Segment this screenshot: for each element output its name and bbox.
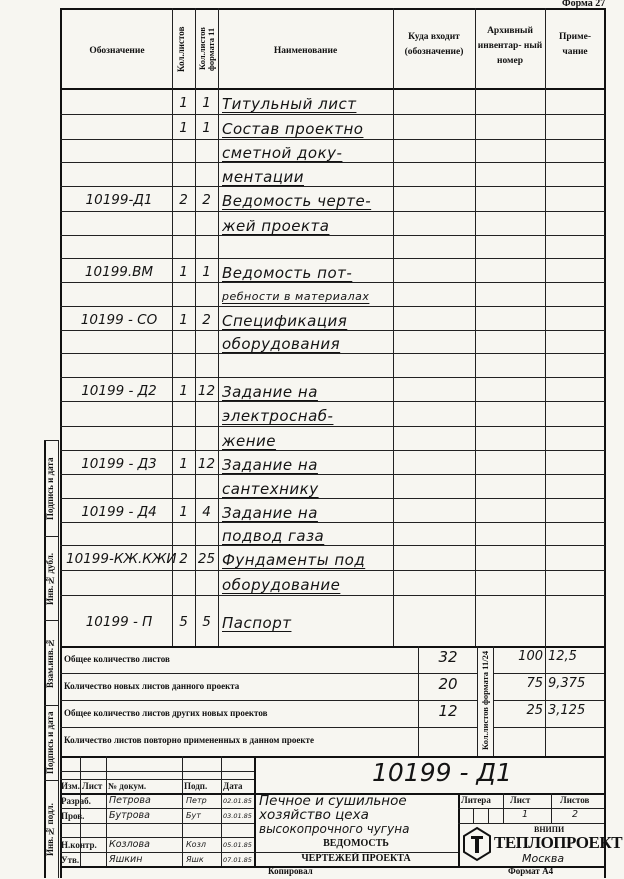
role-signature: Козл: [186, 840, 206, 849]
summary-value: 12: [438, 702, 458, 720]
row-sheets-11: 5: [202, 614, 211, 630]
row-designation: 10199.ВМ: [84, 264, 154, 280]
row-sheets: [172, 332, 195, 355]
summary-value-fmt24: 12,5: [548, 649, 577, 664]
row-sheets: 1: [179, 312, 188, 328]
row-designation: [66, 237, 172, 260]
org-name: ТЕПЛОПРОЕКТ: [494, 833, 623, 852]
row-sheets: [172, 141, 195, 164]
row-designation: 10199 - Д4: [81, 504, 157, 520]
row-name: Ведомость черте-: [222, 192, 372, 210]
row-name: сантехнику: [222, 480, 319, 498]
row-sheets-11: [195, 524, 218, 547]
row-sheets-11: 12: [197, 456, 216, 472]
row-name: оборудование: [222, 576, 341, 594]
object-name-line-3: высокопрочного чугуна: [259, 822, 410, 836]
row-sheets: 1: [179, 383, 188, 399]
row-sheets-11: [195, 332, 218, 355]
side-stamp-inner-border: [58, 440, 59, 878]
frame-top: [60, 8, 606, 10]
sheet-title-line-2: ЧЕРТЕЖЕЙ ПРОЕКТА: [301, 853, 411, 864]
row-sheets-11: 2: [202, 192, 211, 208]
role-name: Петрова: [109, 795, 151, 806]
row-name: оборудования: [222, 335, 341, 353]
org-city: Москва: [522, 852, 565, 865]
summary-value-fmt11: 75: [526, 676, 543, 691]
row-sheets-11: [195, 355, 218, 379]
side-stamp-sign-date-2: Подпись и дата: [45, 711, 55, 775]
row-sheets-11: [195, 213, 218, 237]
header-designation: Обозначение: [89, 46, 145, 56]
header-notes: Приме- чание: [559, 32, 591, 57]
title-col-label: Лист: [82, 781, 103, 791]
summary-label: Количество листов повторно примененных в данном проекте: [64, 735, 314, 745]
row-designation: [66, 572, 172, 597]
org-logo-icon: [462, 826, 492, 862]
row-sheets: 1: [179, 120, 188, 136]
row-sheets: 2: [179, 551, 188, 567]
summary-label: Общее количество листов: [64, 654, 170, 664]
row-designation: 10199 - Д2: [81, 383, 157, 399]
summary-value-fmt24: 9,375: [548, 676, 586, 691]
row-name: Паспорт: [222, 614, 292, 632]
row-designation: 10199-КЖ.КЖИ: [66, 551, 177, 567]
row-sheets-11: [195, 403, 218, 428]
litera-label: Литера: [461, 795, 491, 805]
row-designation: [66, 141, 172, 164]
row-name: сметной доку-: [222, 144, 343, 162]
row-sheets: [172, 237, 195, 260]
sheets-value: 2: [572, 809, 579, 820]
summary-value-fmt11: 25: [526, 703, 543, 718]
row-sheets: [172, 428, 195, 452]
role-label: Н.контр.: [61, 840, 97, 850]
row-name: Ведомость пот-: [222, 264, 353, 282]
row-name: электроснаб-: [222, 407, 334, 425]
footer-copied: Копировал: [268, 866, 313, 876]
row-designation: [66, 476, 172, 500]
side-stamp-replace-inv: Взам.инв.№: [45, 638, 55, 688]
summary-side-label: Кол.листов формата 11/24: [480, 650, 490, 750]
row-name: ментации: [222, 168, 304, 186]
role-label: Утв.: [61, 855, 80, 865]
row-name: жение: [222, 432, 277, 450]
row-sheets: 1: [179, 456, 188, 472]
side-stamp-dub-inv: Инв.№ дубл.: [45, 552, 55, 606]
row-sheets-11: [195, 164, 218, 188]
row-sheets: 2: [179, 192, 188, 208]
row-sheets-11: 1: [202, 95, 211, 111]
title-block-top: [60, 756, 606, 758]
object-name-line-2: хозяйство цеха: [259, 807, 369, 823]
row-sheets: 1: [179, 504, 188, 520]
summary-label: Общее количество листов других новых проектов: [64, 708, 268, 718]
title-col-label: Дата: [223, 781, 243, 791]
header-archive: Архивный инвентар- ный номер: [477, 26, 543, 66]
row-name: Спецификация: [222, 312, 348, 330]
row-sheets: 5: [179, 614, 188, 630]
row-sheets-11: [195, 572, 218, 597]
summary-value: 32: [438, 648, 458, 666]
row-sheets-11: 25: [197, 551, 216, 567]
row-sheets-11: 12: [197, 383, 216, 399]
row-designation: [66, 90, 172, 116]
form-label: Форма 27: [562, 0, 606, 9]
row-designation: [66, 403, 172, 428]
footer-format: Формат А4: [508, 866, 554, 876]
header-sheet-count: Кол.листов: [176, 26, 186, 72]
sheets-label: Листов: [560, 795, 590, 805]
row-designation: 10199 - Д3: [81, 456, 157, 472]
role-name: Бутрова: [109, 810, 150, 821]
summary-value: 20: [438, 675, 458, 693]
row-name: Задание на: [222, 456, 318, 474]
row-sheets: [172, 476, 195, 500]
row-name: подвод газа: [222, 527, 325, 545]
header-name: Наименование: [273, 46, 338, 56]
row-name: жей проекта: [222, 217, 330, 235]
row-name: Фундаменты под: [222, 551, 366, 569]
object-name-line-1: Печное и сушильное: [259, 793, 407, 809]
row-sheets-11: 4: [202, 504, 211, 520]
header-sheet-count-11: Кол.листов формата 11: [197, 27, 216, 71]
role-signature: Яшк: [186, 855, 204, 864]
row-designation: [66, 355, 172, 379]
row-sheets: [172, 572, 195, 597]
row-designation: [66, 428, 172, 452]
row-sheets: 1: [179, 95, 188, 111]
row-sheets: [172, 213, 195, 237]
row-name: Состав проектно: [222, 120, 364, 138]
doc-code: 10199 - Д1: [372, 758, 512, 787]
row-name: ребности в материалах: [222, 290, 370, 303]
role-date: 02.01.85: [223, 797, 252, 805]
row-sheets: 1: [179, 264, 188, 280]
row-sheets: [172, 164, 195, 188]
role-name: Козлова: [109, 839, 150, 850]
summary-label: Количество новых листов данного проекта: [64, 681, 240, 691]
row-sheets: [172, 355, 195, 379]
row-designation: [66, 164, 172, 188]
row-designation: [66, 284, 172, 308]
role-name: Яшкин: [109, 854, 143, 865]
row-designation: 10199 - П: [85, 614, 153, 630]
role-signature: Петр: [186, 796, 207, 805]
side-stamp-orig-inv: Инв.№ подл.: [45, 803, 55, 857]
row-sheets-11: [195, 284, 218, 308]
title-col-label: Изм.: [61, 781, 80, 791]
role-date: 07.01.85: [223, 856, 252, 864]
summary-value-fmt11: 100: [518, 649, 543, 664]
sheet-label: Лист: [510, 795, 531, 805]
row-sheets: [172, 403, 195, 428]
row-designation: [66, 332, 172, 355]
role-label: Пров.: [61, 811, 85, 821]
side-stamp-sign-date-1: Подпись и дата: [45, 457, 55, 521]
row-name: Задание на: [222, 383, 318, 401]
row-name: Титульный лист: [222, 95, 357, 113]
sheet-title-line-1: ВЕДОМОСТЬ: [323, 838, 389, 849]
role-date: 03.01.85: [223, 812, 252, 820]
row-sheets: [172, 284, 195, 308]
row-designation: 10199-Д1: [85, 192, 153, 208]
row-sheets-11: [195, 237, 218, 260]
role-signature: Бут: [186, 811, 201, 820]
row-sheets-11: 1: [202, 264, 211, 280]
org-top: ВНИПИ: [534, 825, 565, 834]
row-designation: 10199 - СО: [80, 312, 158, 328]
summary-top-line: [60, 646, 606, 648]
role-label: Разраб.: [61, 796, 91, 806]
row-designation: [66, 116, 172, 141]
row-designation: [66, 524, 172, 547]
row-name: Задание на: [222, 504, 318, 522]
row-sheets-11: [195, 476, 218, 500]
title-col-label: № докум.: [108, 781, 147, 791]
title-col-label: Подп.: [184, 781, 208, 791]
row-sheets: [172, 524, 195, 547]
role-date: 05.01.85: [223, 841, 252, 849]
row-designation: [66, 213, 172, 237]
row-sheets-11: 2: [202, 312, 211, 328]
summary-value-fmt24: 3,125: [548, 703, 586, 718]
row-sheets-11: 1: [202, 120, 211, 136]
row-sheets-11: [195, 428, 218, 452]
row-sheets-11: [195, 141, 218, 164]
header-goes-to: Куда входит (обозначение): [404, 32, 464, 57]
sheet-value: 1: [522, 809, 529, 820]
